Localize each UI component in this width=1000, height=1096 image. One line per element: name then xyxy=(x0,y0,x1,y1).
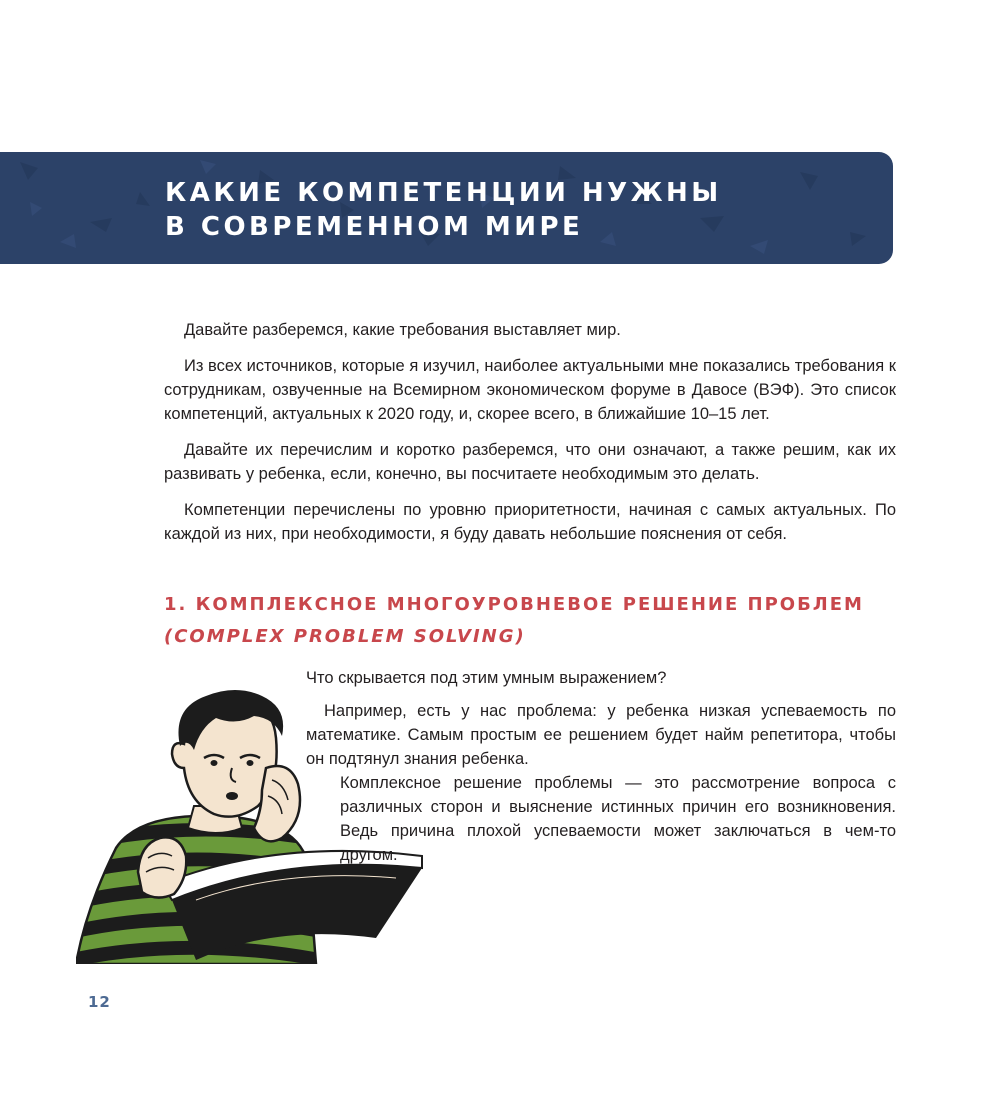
page-title-line-1: КАКИЕ КОМПЕТЕНЦИИ НУЖНЫ xyxy=(165,178,722,208)
section-heading xyxy=(164,589,904,653)
intro-paragraph-2: Из всех источников, которые я изучил, наиболее актуальными мне показались требования к сотрудникам, озвученные на Всемирном экономическом форуме в Давосе (ВЭФ). Это список компетенций, актуальных к 2020 году, и, скорее всего, в ближайшие 10–15 лет. xyxy=(164,357,896,423)
section-paragraph-1: Что скрывается под этим умным выражением? xyxy=(306,669,667,687)
header-banner xyxy=(0,152,893,264)
intro-paragraph-4: Компетенции перечислены по уровню приоритетности, начиная с самых актуальных. По каждой из них, при необходимости, я буду давать небольшие пояснения от себя. xyxy=(164,501,896,543)
page-title xyxy=(165,176,722,244)
intro-paragraph-3: Давайте их перечислим и коротко разберемся, что они означают, а также решим, как их развивать у ребенка, если, конечно, вы посчитаете необходимым это делать. xyxy=(164,441,896,483)
intro-text xyxy=(164,318,896,558)
section-heading-line-2: (COMPLEX PROBLEM SOLVING) xyxy=(164,626,526,647)
section-paragraph-2: Например, есть у нас проблема: у ребенка низкая успеваемость по математике. Самым простым ее решением будет найм репетитора, чтобы он подтянул знания ребенка. xyxy=(306,702,896,768)
intro-paragraph-1: Давайте разберемся, какие требования выставляет мир. xyxy=(184,321,621,339)
section-heading-line-1: 1. КОМПЛЕКСНОЕ МНОГОУРОВНЕВОЕ РЕШЕНИЕ ПРОБЛЕМ xyxy=(164,594,864,615)
section-paragraph-3: Комплексное решение проблемы — это рассмотрение вопроса с различных сторон и выяснение истинных причин его возникновения. Ведь причина плохой успеваемости может заключаться в чем-то другом. xyxy=(340,774,896,864)
page-number: 12 xyxy=(88,993,111,1011)
page-title-line-2: В СОВРЕМЕННОМ МИРЕ xyxy=(165,212,584,242)
